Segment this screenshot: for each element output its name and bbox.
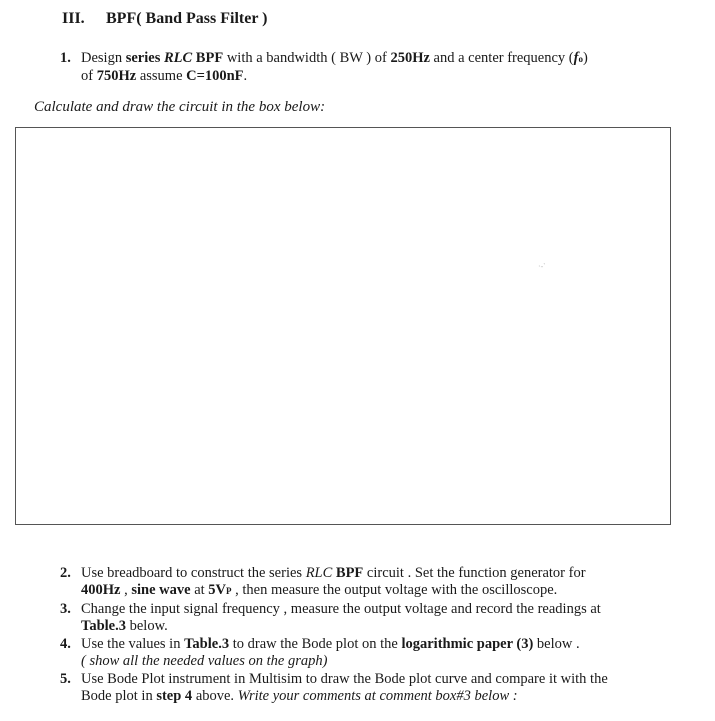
text-bold: Table.3 bbox=[81, 618, 126, 634]
step-4-line-1 bbox=[81, 636, 630, 653]
step-1-line-1 bbox=[81, 50, 620, 68]
step-4 bbox=[60, 636, 630, 670]
step-5 bbox=[60, 671, 630, 705]
step-2-line-1 bbox=[81, 565, 630, 582]
step-2-line-2 bbox=[81, 582, 630, 600]
step-4-line-2 bbox=[81, 653, 630, 670]
text-italic: ( show all the needed values on the graph) bbox=[81, 653, 328, 669]
text-bold: BPF bbox=[192, 50, 224, 66]
text: . bbox=[243, 68, 248, 84]
text: Use the values in bbox=[81, 636, 185, 652]
step-3-line-1: Change the input signal frequency , measure the output voltage and record the readings at bbox=[81, 601, 601, 617]
step-3 bbox=[60, 601, 630, 635]
text-bold-italic: f bbox=[573, 50, 579, 66]
text: below . bbox=[533, 636, 580, 652]
text: , bbox=[120, 582, 132, 598]
text: below. bbox=[126, 618, 168, 634]
text-bold: 400Hz bbox=[81, 582, 121, 598]
subscript: P bbox=[226, 586, 232, 596]
section-number: III. bbox=[62, 10, 85, 27]
text: at bbox=[190, 582, 209, 598]
text-italic: RLC bbox=[305, 565, 333, 581]
text: with a bandwidth ( BW ) of bbox=[223, 50, 391, 66]
text-bold-italic: RLC bbox=[163, 50, 193, 66]
step-2 bbox=[60, 565, 630, 600]
text-bold: BPF bbox=[335, 565, 364, 581]
instruction-text: Calculate and draw the circuit in the box below: bbox=[34, 99, 326, 115]
text-bold: C=100nF bbox=[186, 68, 244, 84]
section-heading bbox=[62, 10, 267, 28]
text: circuit . Set the function generator for bbox=[363, 565, 586, 581]
step-number: 3. bbox=[60, 601, 71, 617]
text: ) bbox=[582, 50, 588, 66]
text-bold: logarithmic paper (3) bbox=[401, 636, 534, 652]
section-title: BPF( Band Pass Filter ) bbox=[106, 10, 268, 27]
text-bold: 250Hz bbox=[390, 50, 430, 66]
step-1-line-2 bbox=[81, 68, 620, 85]
text-bold: 750Hz bbox=[96, 68, 137, 84]
text-bold: sine wave bbox=[131, 582, 191, 598]
text-bold: series bbox=[125, 50, 164, 66]
text: of bbox=[81, 68, 97, 84]
text-bold: 5V bbox=[208, 582, 227, 598]
step-number: 4. bbox=[60, 636, 71, 652]
step-number: 1. bbox=[60, 50, 71, 66]
text: Bode plot in bbox=[81, 688, 157, 704]
step-1 bbox=[60, 50, 620, 85]
text: , then measure the output voltage with the oscilloscope. bbox=[231, 582, 558, 598]
text: and a center frequency ( bbox=[429, 50, 574, 66]
step-5-line-2 bbox=[81, 688, 630, 705]
text: Design bbox=[81, 50, 126, 66]
steps-list bbox=[60, 565, 630, 706]
text: Use breadboard to construct the series bbox=[81, 565, 306, 581]
text-bold: Table.3 bbox=[184, 636, 230, 652]
circuit-answer-box[interactable] bbox=[15, 127, 671, 525]
text-bold: step 4 bbox=[156, 688, 193, 704]
step-number: 2. bbox=[60, 565, 71, 581]
step-number: 5. bbox=[60, 671, 71, 687]
step-5-line-1: Use Bode Plot instrument in Multisim to draw the Bode plot curve and compare it with the bbox=[81, 671, 608, 687]
text: to draw the Bode plot on the bbox=[229, 636, 402, 652]
scan-speck: ·-‵ bbox=[538, 262, 546, 271]
text-italic: Write your comments at comment box#3 below : bbox=[237, 688, 518, 704]
text: assume bbox=[136, 68, 187, 84]
step-3-line-2 bbox=[81, 618, 630, 635]
text: above. bbox=[192, 688, 238, 704]
subscript: o bbox=[578, 54, 583, 64]
